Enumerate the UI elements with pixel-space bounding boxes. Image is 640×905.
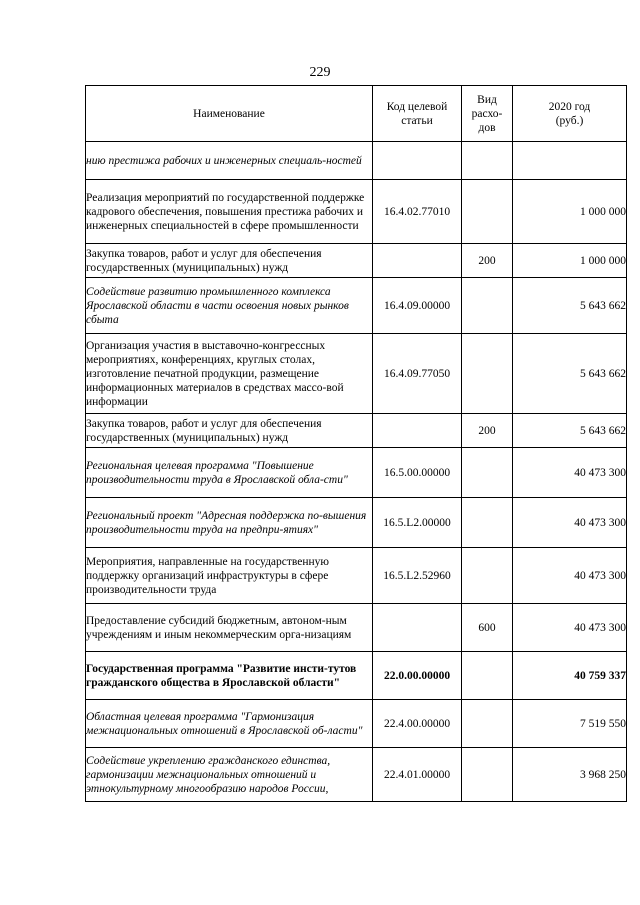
cell-amount: 1 000 000 bbox=[513, 180, 627, 244]
cell-type bbox=[462, 448, 513, 498]
cell-type bbox=[462, 700, 513, 748]
cell-code: 22.4.00.00000 bbox=[373, 700, 462, 748]
table-row bbox=[86, 498, 627, 548]
table-body bbox=[86, 142, 627, 802]
cell-name: Реализация мероприятий по государственной поддержке кадрового обеспечения, повышения престижа рабочих и инженерных специальностей в сфере промышленности bbox=[86, 180, 373, 244]
cell-name: Региональный проект "Адресная поддержка по-вышения производительности труда на предпри-ятиях" bbox=[86, 498, 373, 548]
cell-name: Областная целевая программа "Гармонизация межнациональных отношений в Ярославской об-ласти" bbox=[86, 700, 373, 748]
cell-type: 600 bbox=[462, 604, 513, 652]
cell-code: 16.5.L2.00000 bbox=[373, 498, 462, 548]
header-name: Наименование bbox=[86, 86, 373, 142]
cell-name: Закупка товаров, работ и услуг для обеспечения государственных (муниципальных) нужд bbox=[86, 414, 373, 448]
header-amount: 2020 год (руб.) bbox=[513, 86, 627, 142]
cell-name: Организация участия в выставочно-конгрессных мероприятиях, конференциях, круглых столах, изготовление печатной продукции, размещение информационных материалов в средствах массо-вой информации bbox=[86, 334, 373, 414]
table-row bbox=[86, 414, 627, 448]
cell-type bbox=[462, 278, 513, 334]
cell-amount: 1 000 000 bbox=[513, 244, 627, 278]
table-row bbox=[86, 448, 627, 498]
table-row bbox=[86, 334, 627, 414]
cell-type bbox=[462, 498, 513, 548]
cell-name: нию престижа рабочих и инженерных специаль-ностей bbox=[86, 142, 373, 180]
header-type: Вид расхо-дов bbox=[462, 86, 513, 142]
table-row bbox=[86, 142, 627, 180]
cell-amount: 40 473 300 bbox=[513, 604, 627, 652]
cell-type bbox=[462, 748, 513, 802]
cell-amount: 3 968 250 bbox=[513, 748, 627, 802]
page-number: 229 bbox=[309, 65, 331, 80]
cell-amount: 40 473 300 bbox=[513, 548, 627, 604]
cell-type bbox=[462, 652, 513, 700]
cell-code: 16.5.00.00000 bbox=[373, 448, 462, 498]
cell-code: 22.0.00.00000 bbox=[373, 652, 462, 700]
table-row bbox=[86, 278, 627, 334]
cell-amount bbox=[513, 142, 627, 180]
cell-code: 16.4.09.77050 bbox=[373, 334, 462, 414]
table-row bbox=[86, 244, 627, 278]
cell-name: Региональная целевая программа "Повышение производительности труда в Ярославской обла-сти" bbox=[86, 448, 373, 498]
table-row bbox=[86, 604, 627, 652]
table-row bbox=[86, 652, 627, 700]
table-row bbox=[86, 548, 627, 604]
cell-code bbox=[373, 604, 462, 652]
cell-amount: 5 643 662 bbox=[513, 278, 627, 334]
cell-amount: 5 643 662 bbox=[513, 334, 627, 414]
table-row bbox=[86, 748, 627, 802]
cell-name: Содействие укреплению гражданского единства, гармонизации межнациональных отношений и этнокультурному многообразию народов России, bbox=[86, 748, 373, 802]
cell-code: 16.4.02.77010 bbox=[373, 180, 462, 244]
cell-code: 16.5.L2.52960 bbox=[373, 548, 462, 604]
cell-code bbox=[373, 244, 462, 278]
cell-name: Закупка товаров, работ и услуг для обеспечения государственных (муниципальных) нужд bbox=[86, 244, 373, 278]
cell-code bbox=[373, 142, 462, 180]
cell-amount: 40 473 300 bbox=[513, 498, 627, 548]
cell-code: 16.4.09.00000 bbox=[373, 278, 462, 334]
cell-type bbox=[462, 142, 513, 180]
cell-type bbox=[462, 334, 513, 414]
cell-type: 200 bbox=[462, 414, 513, 448]
cell-name: Предоставление субсидий бюджетным, автоном-ным учреждениям и иным некоммерческим орга-низациям bbox=[86, 604, 373, 652]
cell-type bbox=[462, 548, 513, 604]
cell-code bbox=[373, 414, 462, 448]
budget-table bbox=[85, 85, 627, 802]
cell-type bbox=[462, 180, 513, 244]
cell-amount: 40 759 337 bbox=[513, 652, 627, 700]
table-header-row bbox=[86, 86, 627, 142]
cell-name: Мероприятия, направленные на государственную поддержку организаций инфраструктуры в сфере производительности труда bbox=[86, 548, 373, 604]
table-row bbox=[86, 180, 627, 244]
table-row bbox=[86, 700, 627, 748]
cell-amount: 7 519 550 bbox=[513, 700, 627, 748]
header-code: Код целевой статьи bbox=[373, 86, 462, 142]
cell-name: Содействие развитию промышленного комплекса Ярославской области в части освоения новых рынков сбыта bbox=[86, 278, 373, 334]
cell-name: Государственная программа "Развитие инсти-тутов гражданского общества в Ярославской области" bbox=[86, 652, 373, 700]
cell-amount: 5 643 662 bbox=[513, 414, 627, 448]
cell-code: 22.4.01.00000 bbox=[373, 748, 462, 802]
cell-amount: 40 473 300 bbox=[513, 448, 627, 498]
cell-type: 200 bbox=[462, 244, 513, 278]
